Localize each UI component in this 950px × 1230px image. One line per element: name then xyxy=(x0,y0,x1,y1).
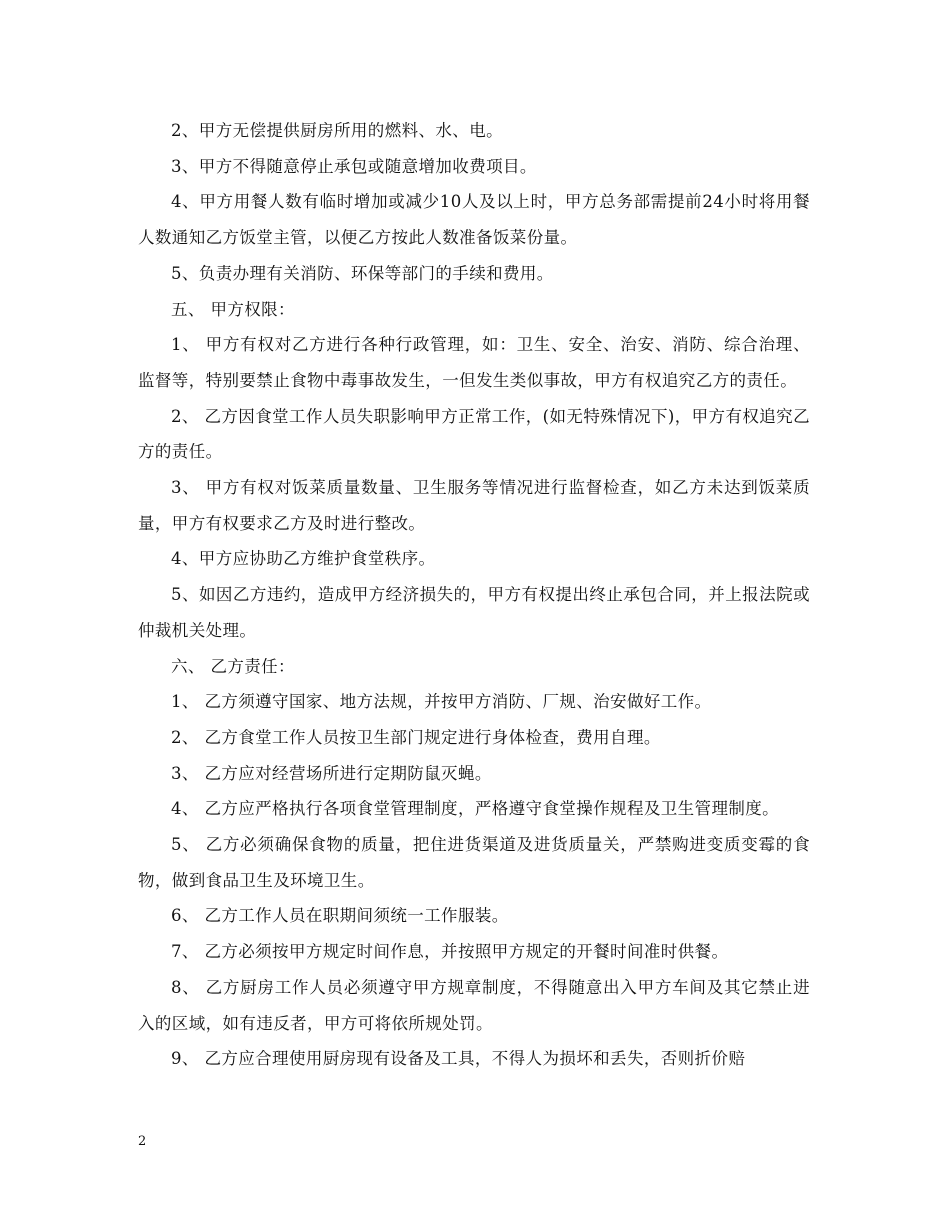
section-heading-6: 六、 乙方责任： xyxy=(171,656,295,676)
paragraph-17: 6、 乙方工作人员在职期间须统一工作服装。 xyxy=(171,906,509,926)
paragraph-2: 3、甲方不得随意停止承包或随意增加收费项目。 xyxy=(171,156,537,176)
paragraph-12: 1、 乙方须遵守国家、地方法规，并按甲方消防、厂规、治安做好工作。 xyxy=(171,692,712,712)
body-text xyxy=(138,113,810,1077)
paragraph-1: 2、甲方无偿提供厨房所用的燃料、水、电。 xyxy=(171,121,503,140)
paragraph-4: 5、负责办理有关消防、环保等部门的手续和费用。 xyxy=(171,263,554,283)
paragraph-6: 1、 甲方有权对乙方进行各种行政管理，如：卫生、安全、治安、消防、综合治理、监督等，特别要禁止食物中毒事故发生，一但发生类似事故，甲方有权追究乙方的责任。 xyxy=(138,335,810,390)
section-heading-5: 五、 甲方权限： xyxy=(171,299,295,319)
page-number: 2 xyxy=(138,1134,147,1149)
paragraph-13: 2、 乙方食堂工作人员按卫生部门规定进行身体检查，费用自理。 xyxy=(171,727,661,747)
paragraph-18: 7、 乙方必须按甲方规定时间作息，并按照甲方规定的开餐时间准时供餐。 xyxy=(171,942,729,962)
paragraph-10: 5、如因乙方违约，造成甲方经济损失的，甲方有权提出终止承包合同，并上报法院或仲裁机关处理。 xyxy=(138,585,810,640)
paragraph-7: 2、 乙方因食堂工作人员失职影响甲方正常工作，(如无特殊情况下)，甲方有权追究乙方的责任。 xyxy=(138,406,810,462)
paragraph-8: 3、 甲方有权对饭菜质量数量、卫生服务等情况进行监督检查，如乙方未达到饭菜质量，甲方有权要求乙方及时进行整改。 xyxy=(138,478,810,533)
paragraph-14: 3、 乙方应对经营场所进行定期防鼠灭蝇。 xyxy=(171,763,492,783)
paragraph-20: 9、 乙方应合理使用厨房现有设备及工具，不得人为损坏和丢失，否则折价赔 xyxy=(171,1049,746,1069)
paragraph-19: 8、 乙方厨房工作人员必须遵守甲方规章制度，不得随意出入甲方车间及其它禁止进入的区域，如有违反者，甲方可将依所规处罚。 xyxy=(138,977,810,1033)
paragraph-16: 5、 乙方必须确保食物的质量，把住进货渠道及进货质量关，严禁购进变质变霉的食物，做到食品卫生及环境卫生。 xyxy=(138,835,810,890)
paragraph-3: 4、甲方用餐人数有临时增加或减少10人及以上时，甲方总务部需提前24小时将用餐人数通知乙方饭堂主管，以便乙方按此人数准备饭菜份量。 xyxy=(138,192,810,248)
paragraph-9: 4、甲方应协助乙方维护食堂秩序。 xyxy=(171,549,436,569)
paragraph-15: 4、 乙方应严格执行各项食堂管理制度，严格遵守食堂操作规程及卫生管理制度。 xyxy=(171,799,780,819)
